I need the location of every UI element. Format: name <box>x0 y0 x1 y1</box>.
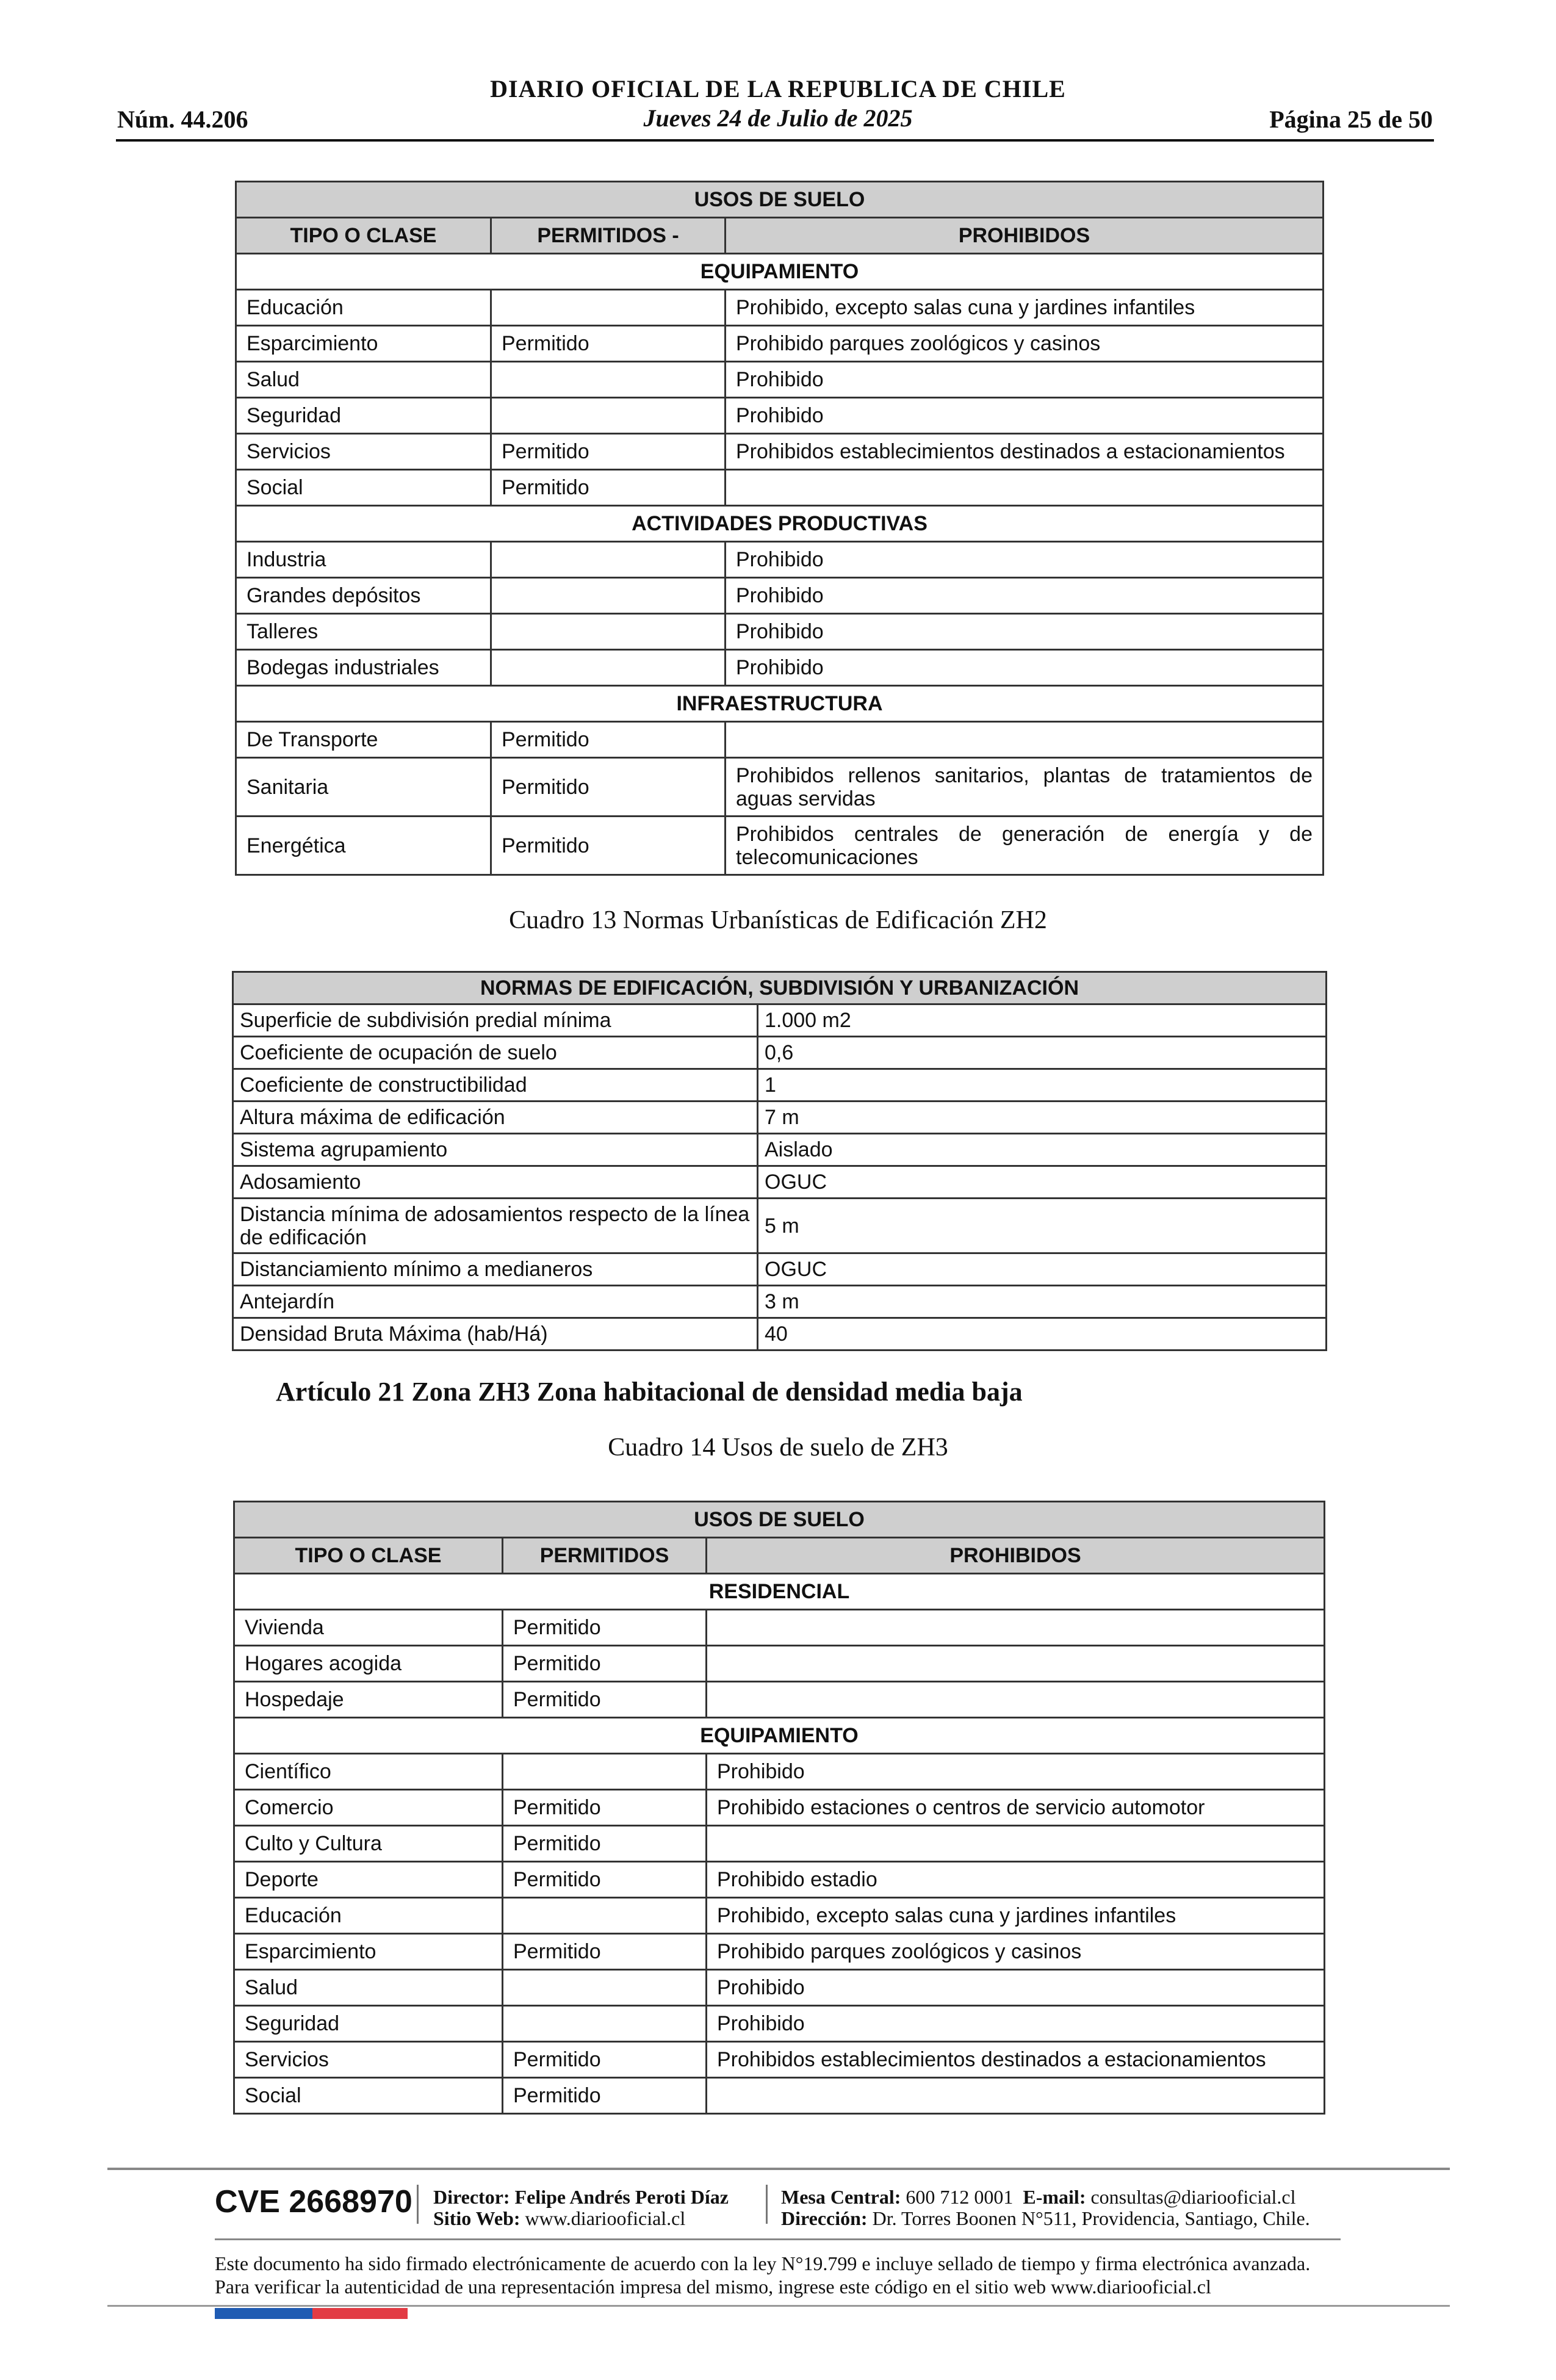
table-row <box>234 2042 1325 2078</box>
use-type-cell: Servicios <box>236 434 491 470</box>
footer-website <box>433 2207 685 2230</box>
table-row <box>236 578 1324 614</box>
phone-number: 600 712 0001 <box>906 2186 1014 2208</box>
table-row <box>233 1166 1327 1199</box>
land-use-table-zh2 <box>235 181 1324 876</box>
table-row <box>236 542 1324 578</box>
prohibited-cell: Prohibido estaciones o centros de servicio automotor <box>707 1790 1325 1826</box>
permitted-cell <box>491 542 726 578</box>
table-row <box>233 1134 1327 1166</box>
prohibited-cell: Prohibido <box>726 614 1324 650</box>
director-name: Felipe Andrés Peroti Díaz <box>514 2186 729 2208</box>
table-row <box>234 1574 1325 1610</box>
issue-date: Jueves 24 de Julio de 2025 <box>643 104 913 132</box>
norm-name-cell: Coeficiente de constructibilidad <box>233 1069 758 1102</box>
norm-value-cell: OGUC <box>758 1253 1327 1286</box>
norm-name-cell: Densidad Bruta Máxima (hab/Há) <box>233 1318 758 1350</box>
use-type-cell: Salud <box>234 1970 503 2006</box>
norm-value-cell: 40 <box>758 1318 1327 1350</box>
permitted-cell: Permitido <box>491 326 726 362</box>
header-divider <box>116 139 1434 142</box>
footer-divider <box>215 2238 1341 2240</box>
table-row <box>234 1538 1325 1574</box>
table-row <box>236 182 1324 218</box>
use-type-cell: Servicios <box>234 2042 503 2078</box>
use-type-cell: Salud <box>236 362 491 398</box>
permitted-cell: Permitido <box>503 2078 707 2114</box>
table-row <box>234 1610 1325 1646</box>
table-row <box>234 1646 1325 1682</box>
table-row <box>236 686 1324 722</box>
table-title: USOS DE SUELO <box>234 1502 1325 1538</box>
footer-separator <box>417 2185 419 2224</box>
footer-contact <box>781 2186 1296 2209</box>
table-row <box>236 434 1324 470</box>
table-row <box>236 758 1324 817</box>
prohibited-cell: Prohibido parques zoológicos y casinos <box>707 1934 1325 1970</box>
permitted-cell <box>491 614 726 650</box>
legal-notice: Este documento ha sido firmado electrónicamente de acuerdo con la ley N°19.799 e incluye sellado de tiempo y firma electrónica avanzada. Para verificar la autenticidad de una representación impresa del mismo, ingrese este código en el sitio web www.diariooficial.cl <box>215 2252 1311 2298</box>
table-row <box>233 1004 1327 1037</box>
table-row <box>236 506 1324 542</box>
cve-code: CVE 2668970 <box>215 2184 412 2220</box>
norm-value-cell: 3 m <box>758 1286 1327 1318</box>
use-type-cell: Seguridad <box>234 2006 503 2042</box>
permitted-cell: Permitido <box>503 1934 707 1970</box>
use-type-cell: Culto y Cultura <box>234 1826 503 1862</box>
table-caption-14: Cuadro 14 Usos de suelo de ZH3 <box>608 1433 948 1462</box>
table-row <box>236 254 1324 290</box>
norm-name-cell: Superficie de subdivisión predial mínima <box>233 1004 758 1037</box>
permitted-cell: Permitido <box>503 1646 707 1682</box>
use-type-cell: Talleres <box>236 614 491 650</box>
permitted-cell <box>491 290 726 326</box>
newspaper-title: DIARIO OFICIAL DE LA REPUBLICA DE CHILE <box>490 75 1066 103</box>
prohibited-cell: Prohibido <box>726 650 1324 686</box>
norm-value-cell: 1 <box>758 1069 1327 1102</box>
table-row <box>234 1754 1325 1790</box>
norm-name-cell: Distanciamiento mínimo a medianeros <box>233 1253 758 1286</box>
norm-name-cell: Distancia mínima de adosamientos respecto de la línea de edificación <box>233 1199 758 1253</box>
prohibited-cell: Prohibido, excepto salas cuna y jardines infantiles <box>707 1898 1325 1934</box>
column-header-prohibited: PROHIBIDOS <box>726 218 1324 254</box>
table-row <box>234 1862 1325 1898</box>
column-header-permitted: PERMITIDOS <box>503 1538 707 1574</box>
norm-value-cell: 0,6 <box>758 1037 1327 1069</box>
footer-director <box>433 2186 729 2209</box>
flag-bar-blue <box>215 2308 312 2319</box>
flag-bar-red <box>312 2308 408 2319</box>
use-type-cell: Sanitaria <box>236 758 491 817</box>
section-heading: EQUIPAMIENTO <box>234 1718 1325 1754</box>
norm-value-cell: Aislado <box>758 1134 1327 1166</box>
prohibited-cell <box>726 722 1324 758</box>
table-row <box>233 1286 1327 1318</box>
footer-address <box>781 2207 1310 2230</box>
table-row <box>236 650 1324 686</box>
prohibited-cell: Prohibido <box>707 1970 1325 2006</box>
permitted-cell <box>503 1754 707 1790</box>
use-type-cell: Vivienda <box>234 1610 503 1646</box>
prohibited-cell: Prohibidos rellenos sanitarios, plantas de tratamientos de aguas servidas <box>726 758 1324 817</box>
permitted-cell: Permitido <box>503 1610 707 1646</box>
use-type-cell: Hospedaje <box>234 1682 503 1718</box>
prohibited-cell: Prohibidos centrales de generación de energía y de telecomunicaciones <box>726 817 1324 875</box>
prohibited-cell: Prohibido <box>726 542 1324 578</box>
use-type-cell: Hogares acogida <box>234 1646 503 1682</box>
building-norms-table <box>232 971 1327 1351</box>
use-type-cell: Grandes depósitos <box>236 578 491 614</box>
table-row <box>233 1199 1327 1253</box>
prohibited-cell <box>707 1610 1325 1646</box>
permitted-cell: Permitido <box>503 2042 707 2078</box>
norm-value-cell: 7 m <box>758 1102 1327 1134</box>
phone-label: Mesa Central: <box>781 2186 901 2208</box>
permitted-cell <box>491 578 726 614</box>
column-header-type: TIPO O CLASE <box>236 218 491 254</box>
use-type-cell: Industria <box>236 542 491 578</box>
table-row <box>233 1253 1327 1286</box>
permitted-cell: Permitido <box>503 1862 707 1898</box>
permitted-cell: Permitido <box>503 1790 707 1826</box>
use-type-cell: Social <box>234 2078 503 2114</box>
footer-divider <box>107 2305 1450 2307</box>
table-row <box>234 1502 1325 1538</box>
address-label: Dirección: <box>781 2207 868 2229</box>
table-row <box>234 2006 1325 2042</box>
table-row <box>234 1826 1325 1862</box>
section-heading: INFRAESTRUCTURA <box>236 686 1324 722</box>
table-row <box>234 1682 1325 1718</box>
use-type-cell: De Transporte <box>236 722 491 758</box>
website-label: Sitio Web: <box>433 2207 520 2229</box>
permitted-cell <box>503 1898 707 1934</box>
permitted-cell: Permitido <box>491 758 726 817</box>
use-type-cell: Comercio <box>234 1790 503 1826</box>
table-row <box>234 1898 1325 1934</box>
permitted-cell: Permitido <box>503 1826 707 1862</box>
use-type-cell: Deporte <box>234 1862 503 1898</box>
prohibited-cell: Prohibidos establecimientos destinados a estacionamientos <box>707 2042 1325 2078</box>
use-type-cell: Bodegas industriales <box>236 650 491 686</box>
section-heading: RESIDENCIAL <box>234 1574 1325 1610</box>
permitted-cell <box>491 362 726 398</box>
table-row <box>233 1037 1327 1069</box>
director-label: Director: <box>433 2186 510 2208</box>
use-type-cell: Esparcimiento <box>236 326 491 362</box>
norm-value-cell: OGUC <box>758 1166 1327 1199</box>
norm-value-cell: 1.000 m2 <box>758 1004 1327 1037</box>
use-type-cell: Seguridad <box>236 398 491 434</box>
use-type-cell: Energética <box>236 817 491 875</box>
table-row <box>236 326 1324 362</box>
table-row <box>236 614 1324 650</box>
article-heading: Artículo 21 Zona ZH3 Zona habitacional de densidad media baja <box>276 1377 1023 1407</box>
norm-name-cell: Coeficiente de ocupación de suelo <box>233 1037 758 1069</box>
permitted-cell <box>491 650 726 686</box>
section-heading: ACTIVIDADES PRODUCTIVAS <box>236 506 1324 542</box>
address-text: Dr. Torres Boonen N°511, Providencia, Santiago, Chile. <box>872 2207 1310 2229</box>
table-row <box>234 1790 1325 1826</box>
table-caption-13: Cuadro 13 Normas Urbanísticas de Edificación ZH2 <box>509 906 1047 934</box>
table-row <box>233 1069 1327 1102</box>
table-row <box>233 972 1327 1004</box>
section-heading: EQUIPAMIENTO <box>236 254 1324 290</box>
table-title: NORMAS DE EDIFICACIÓN, SUBDIVISIÓN Y URBANIZACIÓN <box>233 972 1327 1004</box>
table-title: USOS DE SUELO <box>236 182 1324 218</box>
table-row <box>236 722 1324 758</box>
table-row <box>234 2078 1325 2114</box>
land-use-table-zh3 <box>233 1501 1325 2115</box>
footer-divider <box>107 2168 1450 2170</box>
table-row <box>234 1718 1325 1754</box>
page-number: Página 25 de 50 <box>1269 106 1433 133</box>
table-row <box>234 1970 1325 2006</box>
norm-name-cell: Sistema agrupamiento <box>233 1134 758 1166</box>
prohibited-cell: Prohibido <box>726 398 1324 434</box>
use-type-cell: Social <box>236 470 491 506</box>
permitted-cell: Permitido <box>491 470 726 506</box>
table-row <box>236 218 1324 254</box>
prohibited-cell: Prohibido <box>707 2006 1325 2042</box>
table-row <box>236 290 1324 326</box>
permitted-cell: Permitido <box>491 817 726 875</box>
issue-number: Núm. 44.206 <box>117 106 248 133</box>
norm-value-cell: 5 m <box>758 1199 1327 1253</box>
prohibited-cell: Prohibido <box>726 578 1324 614</box>
permitted-cell: Permitido <box>491 722 726 758</box>
table-row <box>233 1102 1327 1134</box>
use-type-cell: Educación <box>234 1898 503 1934</box>
prohibited-cell <box>707 1646 1325 1682</box>
table-row <box>233 1318 1327 1350</box>
use-type-cell: Científico <box>234 1754 503 1790</box>
prohibited-cell <box>707 1826 1325 1862</box>
column-header-type: TIPO O CLASE <box>234 1538 503 1574</box>
email-label: E-mail: <box>1023 2186 1086 2208</box>
permitted-cell <box>503 2006 707 2042</box>
permitted-cell: Permitido <box>491 434 726 470</box>
prohibited-cell: Prohibido parques zoológicos y casinos <box>726 326 1324 362</box>
prohibited-cell <box>707 2078 1325 2114</box>
prohibited-cell <box>726 470 1324 506</box>
prohibited-cell <box>707 1682 1325 1718</box>
table-row <box>236 470 1324 506</box>
use-type-cell: Esparcimiento <box>234 1934 503 1970</box>
permitted-cell <box>491 398 726 434</box>
website-link[interactable]: www.diariooficial.cl <box>525 2207 686 2229</box>
prohibited-cell: Prohibido, excepto salas cuna y jardines infantiles <box>726 290 1324 326</box>
table-row <box>236 398 1324 434</box>
prohibited-cell: Prohibido <box>707 1754 1325 1790</box>
table-row <box>234 1934 1325 1970</box>
permitted-cell <box>503 1970 707 2006</box>
norm-name-cell: Adosamiento <box>233 1166 758 1199</box>
email-link[interactable]: consultas@diariooficial.cl <box>1090 2186 1296 2208</box>
column-header-prohibited: PROHIBIDOS <box>707 1538 1325 1574</box>
table-row <box>236 817 1324 875</box>
prohibited-cell: Prohibidos establecimientos destinados a estacionamientos <box>726 434 1324 470</box>
table-row <box>236 362 1324 398</box>
use-type-cell: Educación <box>236 290 491 326</box>
prohibited-cell: Prohibido <box>726 362 1324 398</box>
prohibited-cell: Prohibido estadio <box>707 1862 1325 1898</box>
norm-name-cell: Antejardín <box>233 1286 758 1318</box>
permitted-cell: Permitido <box>503 1682 707 1718</box>
norm-name-cell: Altura máxima de edificación <box>233 1102 758 1134</box>
column-header-permitted: PERMITIDOS - <box>491 218 726 254</box>
footer-separator <box>766 2185 768 2224</box>
